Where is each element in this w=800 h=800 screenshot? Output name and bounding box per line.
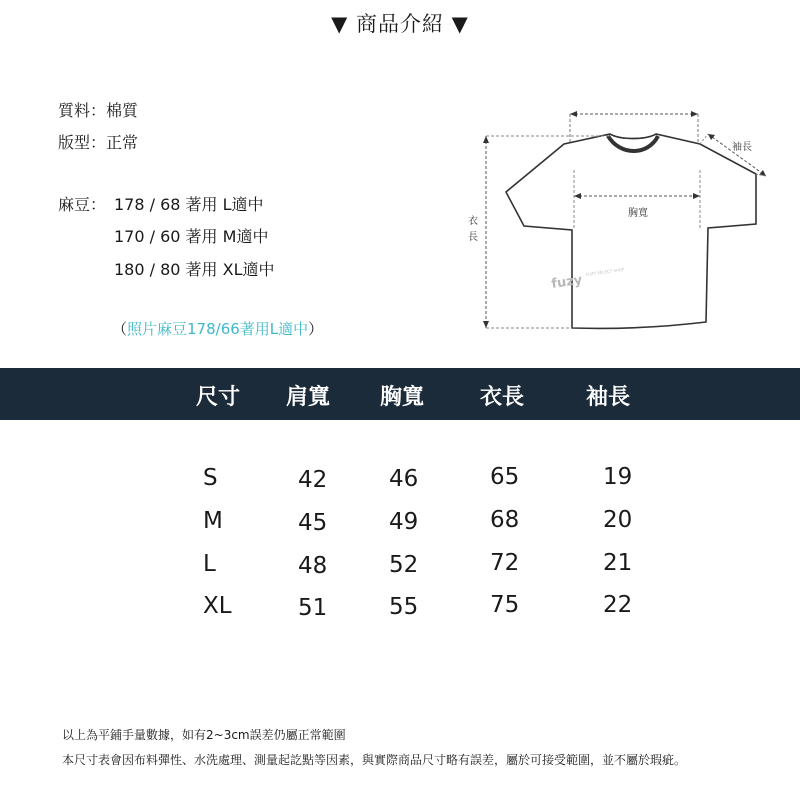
brand-logo: fuzy (550, 272, 584, 292)
header-chest: 胸寬 (380, 385, 425, 410)
material-spec: 質料：棉質 (58, 101, 139, 120)
cell-length: 75 (490, 592, 520, 618)
cell-length: 65 (490, 464, 520, 490)
sleeve-label: 袖長 (732, 142, 752, 153)
cell-chest: 52 (389, 552, 419, 578)
cell-chest: 49 (389, 509, 419, 535)
section-title: ▼ 商品介紹 ▼ (331, 12, 469, 36)
cell-shoulder: 42 (298, 467, 328, 493)
tshirt-outline (506, 134, 756, 328)
header-size: 尺寸 (196, 385, 241, 410)
cell-chest: 46 (389, 466, 419, 492)
header-shoulder: 肩寬 (286, 385, 331, 410)
footnote-disclaimer: 本尺寸表會因布料彈性、水洗處理、測量起訖點等因素，與實際商品尺寸略有誤差，屬於可接受範圍，並不屬於瑕疵。 (62, 753, 687, 767)
fit-spec: 版型：正常 (58, 133, 139, 152)
model-line-1: 178 / 68 著用 L適中 (114, 195, 264, 214)
cell-sleeve: 22 (603, 592, 633, 618)
cell-size: L (203, 551, 216, 577)
chest-label: 胸寬 (628, 208, 648, 219)
cell-shoulder: 45 (298, 510, 328, 536)
size-table-header (0, 368, 800, 420)
cell-sleeve: 20 (603, 507, 633, 533)
length-label-1: 衣 (468, 216, 478, 227)
tshirt-size-diagram (460, 100, 780, 340)
photo-note-highlight: 照片麻豆178/66著用L適中 (127, 320, 309, 338)
cell-length: 72 (490, 550, 520, 576)
cell-size: S (203, 465, 218, 491)
cell-sleeve: 19 (603, 464, 633, 490)
brand-logo-small: FUZY SELECT SHOP (585, 266, 625, 277)
cell-size: XL (203, 593, 232, 619)
cell-shoulder: 51 (298, 595, 328, 621)
cell-shoulder: 48 (298, 553, 328, 579)
cell-length: 68 (490, 507, 520, 533)
cell-size: M (203, 508, 223, 534)
photo-note: （照片麻豆178/66著用L適中） (112, 320, 324, 338)
model-label: 麻豆： (58, 195, 107, 214)
model-line-3: 180 / 80 著用 XL適中 (114, 260, 275, 279)
model-line-2: 170 / 60 著用 M適中 (114, 227, 269, 246)
length-label-2: 長 (468, 232, 478, 243)
header-sleeve: 袖長 (586, 385, 631, 410)
cell-chest: 55 (389, 594, 419, 620)
cell-sleeve: 21 (603, 550, 633, 576)
sleeve-measure-line (708, 134, 766, 176)
header-length: 衣長 (480, 385, 525, 410)
footnote-tolerance: 以上為平鋪手量數據，如有2~3cm誤差仍屬正常範圍 (62, 728, 346, 742)
